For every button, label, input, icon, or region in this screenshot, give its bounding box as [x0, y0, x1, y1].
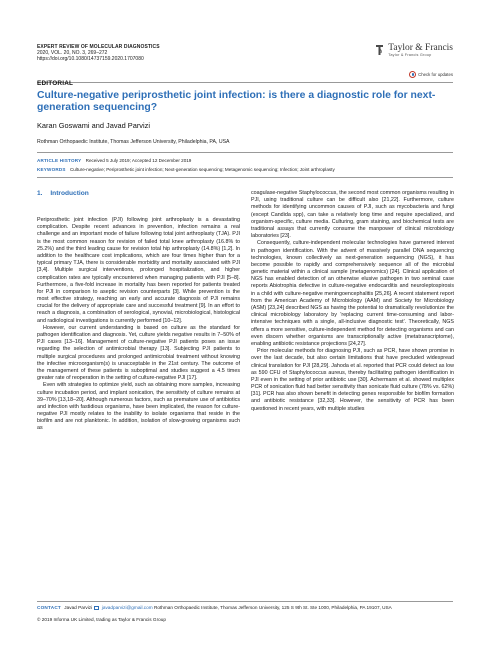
article-footer — [37, 601, 453, 622]
paragraph: Periprosthetic joint infection (PJI) following joint arthroplasty is a devastating complication. Despite recent advances in prevention, infection remains a real challenge and an important mode of failure following total joint arthroplasty (TJA). PJI is the most common reason for revision of failed total knee arthroplasty (16.8% to 25.2%) and the third leading cause for revision total hip arthroplasty (14.8%) [1,2]. In addition to the healthcare cost implications, which are four times higher than for a typical primary TJA, there is considerable morbidity and mortality associated with PJI [3,4]. Multiple surgical interventions, prolonged hospitalization, and higher complication rates are typically encountered when managing patients with PJI [5–8]. Furthermore, a five-fold increase in mortality has been reported for patients treated for PJI in comparison to aseptic revision counterparts [3]. While prevention is the most effective strategy, reaching an early and accurate diagnosis of PJI remains crucial for the delivery of appropriate care and successful treatment [9]. In an effort to reach a diagnosis, a combination of serological, synovial, microbiological, histological and radiological investigations is currently performed [10–12]. — [37, 217, 240, 324]
check-updates-button[interactable] — [409, 71, 453, 78]
email-icon — [94, 606, 99, 610]
paragraph: coagulase-negative Staphylococcus, the second most common organisms resulting in PJI, using traditional culture can be difficult also [21,22]. Furthermore, culture methods for identifying uncommon causes of PJI, such as mycobacteria and fungi (except Candida spp), can take a relatively long time and require specialized, and organism-specific, culture media. Culturing, gram staining, and biochemical tests are traditional assays that currently consume the manpower of clinical microbiology laboratories [23]. — [251, 190, 454, 240]
contact-name: Javad Parvizi — [64, 605, 93, 610]
check-updates-icon — [409, 71, 416, 78]
journal-doi[interactable]: https://doi.org/10.1080/14737159.2020.1707080 — [37, 56, 144, 63]
article-title: Culture-negative periprosthetic joint infection: is there a diagnostic role for next-generation sequencing? — [37, 90, 436, 114]
check-updates-label: Check for updates — [418, 72, 453, 77]
article-history-label: ARTICLE HISTORY — [37, 158, 82, 163]
journal-name: EXPERT REVIEW OF MOLECULAR DIAGNOSTICS — [37, 44, 160, 50]
contact-email-link[interactable]: javadparvizi@gmail.com — [101, 605, 153, 610]
copyright-notice: © 2019 Informa UK Limited, trading as Taylor & Francis Group — [37, 616, 166, 622]
contact-label: CONTACT — [37, 605, 61, 610]
article-keywords — [37, 165, 453, 174]
author-affiliation: Rothman Orthopaedic Institute, Thomas Jefferson University, Philadelphia, PA, USA — [37, 139, 230, 145]
contact-address: Rothman Orthopaedic Institute, Thomas Jefferson University, 125 S 9th St. Ste 1000, Philadelphia, PA 19107, USA — [153, 605, 392, 610]
paragraph: Prior molecular methods for diagnosing PJI, such as PCR, have shown promise in over the last decade, but also certain limitations that have precluded widespread clinical translation for PJI [28,29]. Jahoda et al. reported that PCR could detect as low as 590 CFU of Staphylococcus aureus, thereby facilitating pathogen identification in PJI even in the setting of prior antibiotic use [30]. Achermann et al. showed multiplex PCR of sonication fluid had better sensitivity than sonicate fluid culture (78% vs. 62%) [31]. PCR has also shown benefit in detecting genes responsible for biofilm formation and antibiotic resistance [32,33]. However, the sensitivity of PCR has been questioned in recent years, with multiple studies — [251, 348, 454, 412]
article-authors: Karan Goswami and Javad Parvizi — [37, 121, 150, 130]
publisher-name: Taylor & Francis — [388, 43, 453, 53]
left-column — [37, 217, 240, 433]
section-number: 1. — [37, 190, 43, 197]
keywords-text: Culture-negative; Periprosthetic joint infection; Next-generation sequencing; Metagenomic sequencing; Infection; Joint arthroplasty — [69, 167, 335, 172]
publisher-logo[interactable] — [374, 43, 453, 57]
article-history — [37, 156, 453, 165]
paragraph: Consequently, culture-independent molecular technologies have garnered interest in pathogen identification. With the advent of massively parallel DNA sequencing technologies, known collectively as next-generation sequencing (NGS), it has become possible to rapidly and comprehensively sequence all of the microbial genetic material within a clinical sample (metagenomics) [24]. Clinical application of NGS has enabled detection of an otherwise elusive pathogen in two seminal case reports Abiotrophia defective in culture-negative endocarditis and neuroleptospirosis in a child with culture-negative meningoencephalitis [25,26]. A recent statement report from the American Academy of Microbiology (AAM) and Society for Microbiology (ASM) [23,24] described NGS as having the potential to dramatically revolutionize the clinical microbiology laboratory by 'replacing current time-consuming and labor-intensive techniques with a single, all-inclusive diagnostic test'. Theoretically, NGS offers a more sensitive, culture-independent method for detecting organisms and can even discern whether organisms are transcriptionally active (metatranscriptome), enabling antibiotic resistance projections [24,27]. — [251, 240, 454, 347]
contact-line — [37, 605, 453, 612]
section-heading — [37, 190, 89, 197]
journal-header — [37, 44, 160, 63]
publisher-subname: Taylor & Francis Group — [388, 53, 432, 57]
article-history-text: Received 5 July 2019; Accepted 12 December 2019 — [85, 158, 192, 163]
journal-issue: 2020, VOL. 20, NO. 3, 269–272 — [37, 50, 108, 57]
right-column — [251, 190, 454, 413]
section-title: Introduction — [50, 190, 89, 197]
article-meta-block — [37, 152, 453, 178]
article-kind: EDITORIAL — [37, 80, 74, 87]
paragraph: However, our current understanding is based on culture as the standard for pathogen identification and diagnosis. Yet, culture yields negative results in 7–50% of PJI cases [13–16]. Management of culture-negative PJI patients poses an issue regarding the selection of antimicrobial therapy [13]. Subjecting PJI patients to multiple surgical procedures and prolonged antimicrobial treatment without knowing the infective microorganism(s) is unacceptable in the 21st century. The outcome of the management of these patients is suboptimal and studies suggest a 4.5 times greater rate of reoperation in the setting of culture-negative PJI [17]. — [37, 324, 240, 382]
taylor-francis-logo-icon — [374, 44, 385, 56]
article-kind-row — [37, 72, 453, 87]
keywords-label: KEYWORDS — [37, 167, 66, 172]
paragraph: Even with strategies to optimize yield, such as obtaining more samples, increasing culture incubation period, and implant sonication, the sensitivity of culture remains at 39–70% [13,18–20]. Although numerous factors, such as premature use of antibiotics and infection with fastidious organisms, have been implicated, the reason for culture-negative PJI mostly relates to the inability to isolate organisms that reside in the biofilm and are not planktonic. In addition, isolation of slow-growing organisms such as — [37, 382, 240, 432]
